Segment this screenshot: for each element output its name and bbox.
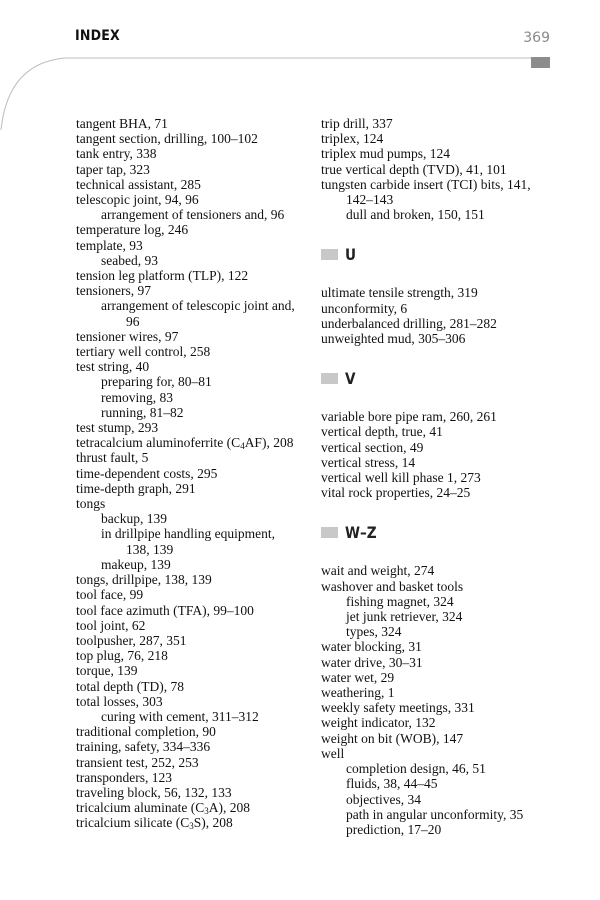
entry-text: fluids, 38, 44–45: [346, 776, 438, 792]
index-subentry: [76, 207, 308, 222]
index-entry: [76, 435, 308, 450]
index-subentry: [321, 761, 571, 776]
entry-text: template, 93: [76, 237, 143, 253]
entry-text: time-depth graph, 291: [76, 480, 196, 496]
entry-text: tongs, drillpipe, 138, 139: [76, 572, 212, 588]
entry-text: prediction, 17–20: [346, 821, 442, 837]
entry-text: dull and broken, 150, 151: [346, 207, 485, 223]
section-heading: [321, 522, 571, 542]
entry-text: tool joint, 62: [76, 617, 146, 633]
index-entry: [76, 679, 308, 694]
index-subentry: [76, 709, 308, 724]
index-entry: [321, 579, 571, 594]
index-entry: [321, 670, 571, 685]
entry-text: completion design, 46, 51: [346, 761, 486, 777]
entry-text: washover and basket tools: [321, 578, 464, 594]
entry-text: technical assistant, 285: [76, 176, 201, 192]
index-entry: [321, 639, 571, 654]
entry-text: water wet, 29: [321, 669, 395, 685]
entry-text: in drillpipe handling equipment,: [101, 526, 275, 542]
entry-text: weathering, 1: [321, 685, 395, 701]
entry-text: vertical section, 49: [321, 439, 424, 455]
index-subentry: [321, 594, 571, 609]
index-entry: [76, 238, 308, 253]
index-subentry: [76, 405, 308, 420]
index-entry: [321, 162, 571, 177]
entry-text: wait and weight, 274: [321, 563, 435, 579]
entry-text: temperature log, 246: [76, 222, 189, 238]
index-entry: [76, 755, 308, 770]
index-entry: [76, 785, 308, 800]
index-entry: [321, 331, 571, 346]
index-entry: [321, 700, 571, 715]
entry-text: backup, 139: [101, 511, 167, 527]
entry-text: tricalcium aluminate (C: [76, 800, 205, 816]
index-entry: [76, 618, 308, 633]
entry-text: true vertical depth (TVD), 41, 101: [321, 161, 507, 177]
index-entry: [321, 177, 571, 192]
index-subentry: [321, 624, 571, 639]
index-entry: [321, 455, 571, 470]
entry-text: running, 81–82: [101, 404, 184, 420]
entry-text-continued: S), 208: [193, 815, 233, 831]
index-subentry: [321, 207, 571, 222]
index-entry: [76, 603, 308, 618]
index-entry: [321, 715, 571, 730]
index-subentry: [321, 609, 571, 624]
index-entry: [76, 283, 308, 298]
entry-text: arrangement of tensioners and, 96: [101, 207, 285, 223]
index-entry: [321, 731, 571, 746]
entry-text-continued: AF), 208: [244, 435, 294, 451]
entry-text: well: [321, 745, 345, 761]
entry-text: tension leg platform (TLP), 122: [76, 268, 249, 284]
chemical-subscript: 4: [240, 441, 245, 452]
entry-text: torque, 139: [76, 663, 138, 679]
index-subentry: [321, 822, 571, 837]
index-right-column: [321, 116, 571, 837]
index-subentry: [76, 298, 308, 313]
index-entry: [76, 162, 308, 177]
index-entry: [76, 359, 308, 374]
entry-text-continued: A), 208: [208, 800, 250, 816]
index-entry: [76, 770, 308, 785]
index-entry: [321, 563, 571, 578]
section-letter: U: [345, 244, 357, 264]
index-entry: [76, 496, 308, 511]
entry-text: transient test, 252, 253: [76, 754, 199, 770]
index-entry: [76, 663, 308, 678]
index-entry: [76, 694, 308, 709]
entry-text: tensioner wires, 97: [76, 328, 179, 344]
entry-text: taper tap, 323: [76, 161, 150, 177]
entry-text: water drive, 30–31: [321, 654, 423, 670]
index-entry: [76, 815, 308, 830]
index-subentry: [76, 511, 308, 526]
index-entry: [321, 131, 571, 146]
entry-text: tongs: [76, 496, 106, 512]
section-heading: [321, 368, 571, 388]
index-entry: [76, 131, 308, 146]
entry-text: tank entry, 338: [76, 146, 157, 162]
entry-text: types, 324: [346, 624, 402, 640]
index-subentry: [76, 557, 308, 572]
entry-text: transponders, 123: [76, 769, 172, 785]
entry-text: vertical stress, 14: [321, 454, 416, 470]
index-subentry: [76, 253, 308, 268]
entry-text: 96: [126, 313, 140, 329]
index-entry: [321, 116, 571, 131]
entry-text: path in angular unconformity, 35: [346, 806, 524, 822]
index-entry: [321, 301, 571, 316]
index-entry: [321, 409, 571, 424]
entry-text: triplex, 124: [321, 131, 384, 147]
entry-text: tricalcium silicate (C: [76, 815, 190, 831]
running-header-title: INDEX: [75, 28, 120, 44]
index-subentry: [76, 526, 308, 541]
entry-text: seabed, 93: [101, 252, 158, 268]
entry-text: tangent section, drilling, 100–102: [76, 131, 258, 147]
index-entry: [321, 485, 571, 500]
index-subentry: [321, 776, 571, 791]
index-entry: [76, 420, 308, 435]
section-heading: [321, 244, 571, 264]
entry-text: tangent BHA, 71: [76, 116, 168, 131]
index-subentry: [76, 542, 308, 557]
entry-text: fishing magnet, 324: [346, 593, 454, 609]
entry-text: preparing for, 80–81: [101, 374, 212, 390]
entry-text: underbalanced drilling, 281–282: [321, 315, 497, 331]
entry-text: toolpusher, 287, 351: [76, 632, 187, 648]
entry-text: vertical well kill phase 1, 273: [321, 470, 481, 486]
index-entry: [76, 633, 308, 648]
entry-text: triplex mud pumps, 124: [321, 146, 450, 162]
section-t-continued: [321, 116, 571, 222]
entry-text: ultimate tensile strength, 319: [321, 285, 478, 301]
entry-text: curing with cement, 311–312: [101, 708, 259, 724]
entry-text: objectives, 34: [346, 791, 421, 807]
entry-text: time-dependent costs, 295: [76, 465, 218, 481]
index-subentry: [321, 792, 571, 807]
index-entry: [321, 285, 571, 300]
index-entry: [321, 470, 571, 485]
index-entry: [76, 344, 308, 359]
index-entry: [321, 746, 571, 761]
index-entry: [76, 329, 308, 344]
page-frame-curve: [0, 0, 600, 130]
index-left-column: [76, 116, 308, 831]
entry-text: traditional completion, 90: [76, 724, 216, 740]
entry-text: tool face, 99: [76, 587, 144, 603]
entry-text: 142–143: [346, 192, 394, 208]
corner-tab-marker: [531, 57, 550, 68]
entry-text: vertical depth, true, 41: [321, 424, 443, 440]
index-entry: [321, 440, 571, 455]
entry-text: telescopic joint, 94, 96: [76, 192, 199, 208]
index-entry: [321, 316, 571, 331]
index-entry: [76, 724, 308, 739]
entry-text: total losses, 303: [76, 693, 163, 709]
entry-text: total depth (TD), 78: [76, 678, 184, 694]
index-entry: [76, 146, 308, 161]
entry-text: variable bore pipe ram, 260, 261: [321, 409, 497, 425]
index-entry: [76, 587, 308, 602]
entry-text: tertiary well control, 258: [76, 344, 211, 360]
entry-text: tungsten carbide insert (TCI) bits, 141,: [321, 176, 531, 192]
page-number: 369: [523, 30, 550, 46]
entry-text: training, safety, 334–336: [76, 739, 211, 755]
entry-text: unweighted mud, 305–306: [321, 331, 466, 347]
entry-text: weekly safety meetings, 331: [321, 700, 475, 716]
entry-text: vital rock properties, 24–25: [321, 485, 471, 501]
index-subentry: [321, 807, 571, 822]
section-marker-block: [321, 249, 338, 260]
index-entry: [76, 481, 308, 496]
entry-text: tool face azimuth (TFA), 99–100: [76, 602, 254, 618]
section-letter: V: [345, 368, 356, 388]
index-entry: [321, 424, 571, 439]
entry-text: traveling block, 56, 132, 133: [76, 784, 232, 800]
entry-text: 138, 139: [126, 541, 174, 557]
index-entry: [76, 192, 308, 207]
index-entry: [76, 222, 308, 237]
section-letter: W–Z: [345, 522, 377, 542]
chemical-subscript: 3: [204, 806, 209, 817]
entry-text: jet junk retriever, 324: [346, 609, 463, 625]
entry-text: tensioners, 97: [76, 283, 151, 299]
index-entry: [76, 466, 308, 481]
entry-text: water blocking, 31: [321, 639, 422, 655]
index-entry: [321, 146, 571, 161]
entry-text: arrangement of telescopic joint and,: [101, 298, 295, 314]
entry-text: top plug, 76, 218: [76, 648, 168, 664]
index-entry: [76, 572, 308, 587]
index-subentry: [76, 314, 308, 329]
index-subentry: [321, 192, 571, 207]
index-subentry: [76, 390, 308, 405]
index-entry: [76, 116, 308, 131]
entry-text: unconformity, 6: [321, 300, 408, 316]
entry-text: test string, 40: [76, 359, 150, 375]
index-entry: [76, 177, 308, 192]
entry-text: weight indicator, 132: [321, 715, 436, 731]
index-entry: [321, 685, 571, 700]
index-subentry: [76, 374, 308, 389]
entry-text: tetracalcium aluminoferrite (C: [76, 435, 241, 451]
index-entry: [76, 739, 308, 754]
index-entry: [76, 268, 308, 283]
entry-text: removing, 83: [101, 389, 173, 405]
entry-text: makeup, 139: [101, 556, 171, 572]
chemical-subscript: 3: [189, 821, 194, 832]
entry-text: thrust fault, 5: [76, 450, 149, 466]
index-entry: [76, 648, 308, 663]
index-entry: [321, 655, 571, 670]
entry-text: test stump, 293: [76, 420, 159, 436]
entry-text: trip drill, 337: [321, 116, 393, 131]
section-marker-block: [321, 373, 338, 384]
entry-text: weight on bit (WOB), 147: [321, 730, 464, 746]
section-marker-block: [321, 527, 338, 538]
index-entry: [76, 800, 308, 815]
index-entry: [76, 450, 308, 465]
